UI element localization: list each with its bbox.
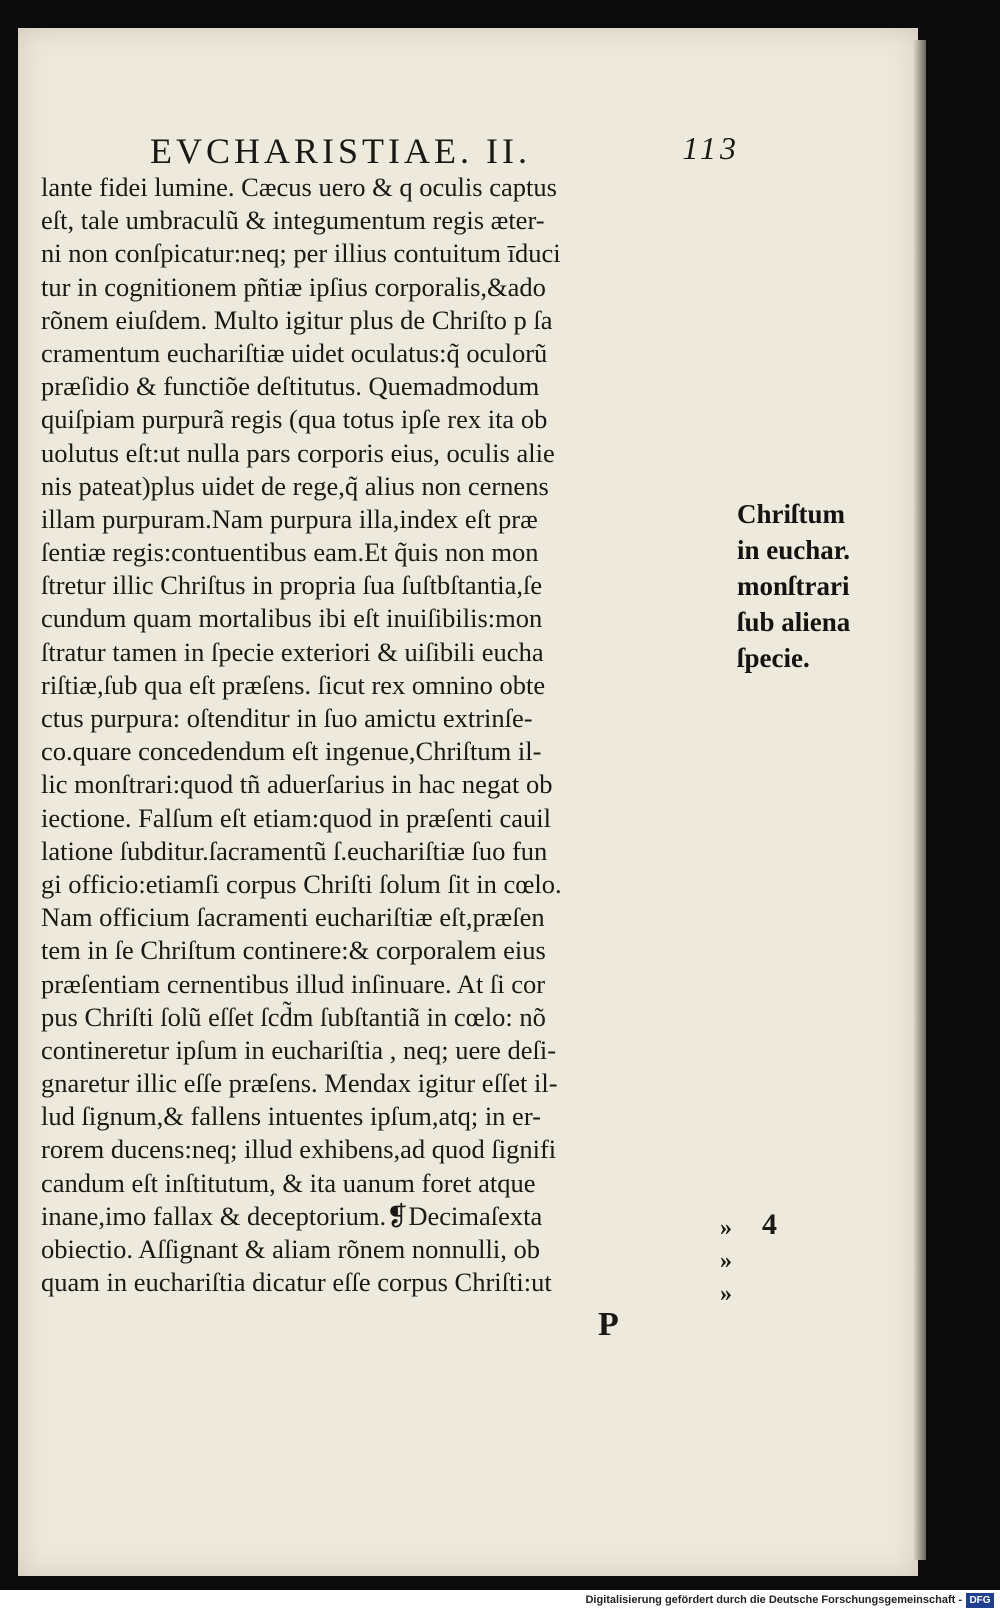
text-line: candum eſt inſtitutum, & ita uanum foret atque: [41, 1167, 536, 1198]
text-line: inane,imo fallax & deceptorium.❡Decimaſexta: [41, 1200, 543, 1231]
text-line: lante fidei lumine. Cæcus uero & q oculis captus: [41, 172, 557, 202]
text-line: rõnem eiuſdem. Multo igitur plus de Chriſto p ſa: [41, 304, 553, 335]
quote-mark: »: [720, 1248, 732, 1275]
text-line: ctus purpura: oſtenditur in ſuo amictu extrinſe-: [41, 703, 533, 733]
quotation-marks: [720, 1212, 760, 1312]
quote-mark: »: [720, 1215, 732, 1241]
quote-mark: »: [720, 1281, 732, 1308]
footer-bar: [0, 1590, 1000, 1615]
text-line: iectione. Falſum eſt etiam:quod in præſenti cauil: [41, 802, 552, 833]
text-line: tur in cognitionem pñtiæ ipſius corporalis,&ado: [41, 271, 546, 302]
text-line: latione ſubditur.ſacramentũ ſ.euchariſtiæ ſuo fun: [41, 835, 548, 866]
text-line: nis pateat)plus uidet de rege,q̃ alius non cernens: [41, 470, 549, 501]
page-number: 113: [682, 130, 740, 166]
text-line: contineretur ipſum in euchariſtia , neq; uere deſi-: [41, 1034, 557, 1065]
body-text: [41, 171, 721, 1299]
dfg-logo-icon: DFG: [966, 1593, 994, 1608]
text-line: gnaretur illic eſſe præſens. Mendax igitur eſſet il-: [41, 1068, 558, 1099]
text-line: Nam officium ſacramenti euchariſtiæ eſt,præſen: [41, 902, 545, 933]
margin-note-line: in euchar.: [737, 535, 851, 565]
margin-note-line: ſub aliena: [737, 607, 851, 637]
text-line: quam in euchariſtia dicatur eſſe corpus Chriſti:ut: [41, 1267, 552, 1298]
text-line: tem in ſe Chriſtum continere:& corporalem eius: [41, 935, 546, 966]
text-line: cundum quam mortalibus ibi eſt inuiſibilis:mon: [41, 603, 543, 634]
text-line: præſidio & functiõe deſtitutus. Quemadmodum: [41, 371, 540, 402]
signature-mark: P: [598, 1306, 619, 1343]
running-header: [150, 130, 740, 174]
text-line: lud ſignum,& fallens intuentes ipſum,atq; in er-: [41, 1101, 541, 1132]
page-edge: [914, 40, 926, 1560]
text-line: gi officio:etiamſi corpus Chriſti ſolum ſit in cœlo.: [41, 868, 562, 899]
text-line: ni non conſpicatur:neq; per illius contuitum īduci: [41, 238, 561, 269]
margin-symbol: 4: [762, 1208, 777, 1241]
text-line: ſtratur tamen in ſpecie exteriori & uiſibili eucha: [41, 636, 544, 667]
margin-note: [737, 496, 887, 676]
text-line: riſtiæ,ſub qua eſt præſens. ſicut rex omnino obte: [41, 669, 546, 700]
text-line: ſentiæ regis:contuentibus eam.Et q̃uis non mon: [41, 537, 539, 568]
text-line: pus Chriſti ſolũ eſſet ſcd̃m ſubſtantiã in cœlo: nõ: [41, 1001, 546, 1032]
text-line: rorem ducens:neq; illud exhibens,ad quod ſignifi: [41, 1134, 557, 1165]
text-line: cramentum euchariſtiæ uidet oculatus:q̃ oculorũ: [41, 337, 548, 368]
funding-credit: Digitalisierung gefördert durch die Deutsche Forschungsgemeinschaft -: [585, 1594, 962, 1606]
text-line: quiſpiam purpurã regis (qua totus ipſe rex ita ob: [41, 404, 548, 435]
margin-note-line: monſtrari: [737, 571, 850, 601]
text-line: ſtretur illic Chriſtus in propria ſua ſuſtbſtantia,ſe: [41, 570, 543, 601]
text-line: obiectio. Aſſignant & aliam rõnem nonnulli, ob: [41, 1234, 541, 1264]
margin-note-line: ſpecie.: [737, 643, 810, 673]
running-title: EVCHARISTIAE. II.: [150, 131, 531, 171]
text-line: eſt, tale umbraculũ & integumentum regis æter-: [41, 205, 545, 236]
text-line: lic monſtrari:quod tñ aduerſarius in hac negat ob: [41, 769, 553, 800]
text-line: illam purpuram.Nam purpura illa,index eſt præ: [41, 503, 538, 534]
text-line: co.quare concedendum eſt ingenue,Chriſtum il-: [41, 736, 542, 767]
text-line: præſentiam cernentibus illud inſinuare. At ſi cor: [41, 968, 546, 999]
text-line: uolutus eſt:ut nulla pars corporis eius, oculis alie: [41, 437, 555, 468]
margin-note-line: Chriſtum: [737, 499, 845, 529]
